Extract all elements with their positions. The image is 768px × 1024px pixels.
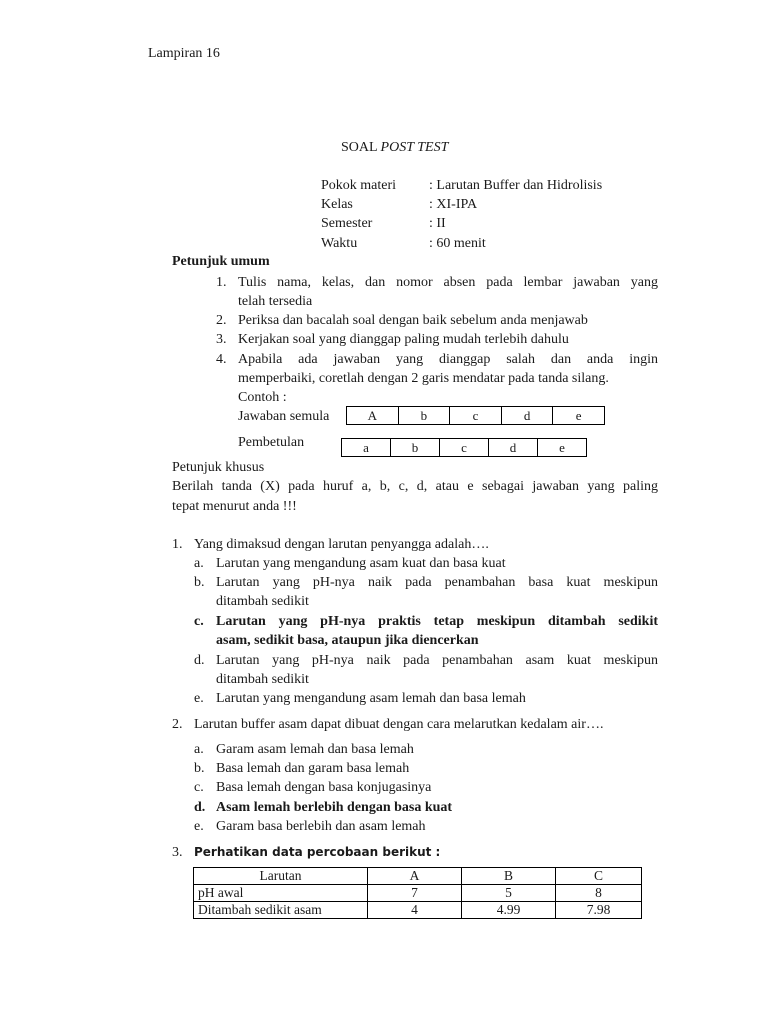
table-header-row [194,868,642,885]
q2-option-letter-a: a. [194,742,204,757]
q1-option-letter-e: e. [194,691,204,706]
q1-text: Yang dimaksud dengan larutan penyangga adalah…. [194,537,489,552]
data-table [193,867,642,919]
umum-item-2-line1: Periksa dan bacalah soal dengan baik sebelum anda menjawab [238,313,588,328]
q2-option-letter-b: b. [194,761,205,776]
jawaban-semula-label: Jawaban semula [238,409,330,424]
info-label-0: Pokok materi [321,178,397,193]
info-label-2: Semester [321,216,373,231]
jawaban-semula-boxes [346,406,605,425]
q2-option-b: Basa lemah dan garam basa lemah [216,761,410,776]
lampiran-label: Lampiran 16 [148,46,220,61]
q2-option-d: Asam lemah berlebih dengan basa kuat [216,800,453,815]
info-value-3: : 60 menit [429,236,486,251]
petunjuk-khusus-heading: Petunjuk khusus [172,460,265,475]
table-cell: Ditambah sedikit asam [194,902,368,919]
table-row [194,885,642,902]
table-cell: 7.98 [556,902,642,919]
table-cell: 8 [556,885,642,902]
umum-item-4-line2: memperbaiki, coretlah dengan 2 garis mendatar pada tanda silang. [238,371,609,386]
petunjuk-umum-heading: Petunjuk umum [172,254,270,269]
table-header: B [462,868,556,885]
table-cell: 7 [368,885,462,902]
page-title [341,138,448,157]
q1-number: 1. [172,537,183,552]
umum-item-1-line1: Tulis nama, kelas, dan nomor absen pada lembar jawaban yang [238,275,658,290]
q2-option-e: Garam basa berlebih dan asam lemah [216,819,426,834]
umum-item-num-4: 4. [216,352,227,367]
pembetulan-option: a [342,439,391,456]
info-value-2: : II [429,216,446,231]
q1-option-b-line2: ditambah sedikit [216,594,309,609]
q1-option-letter-a: a. [194,556,204,571]
title-prefix: SOAL [341,140,378,155]
q2-option-letter-c: c. [194,780,204,795]
info-label-1: Kelas [321,197,353,212]
umum-item-4-line1: Apabila ada jawaban yang dianggap salah dan anda ingin [238,352,658,367]
pembetulan-option: c [440,439,489,456]
contoh-label: Contoh : [238,390,287,405]
umum-item-num-2: 2. [216,313,227,328]
pembetulan-option: e [559,440,565,455]
q2-option-letter-e: e. [194,819,204,834]
q2-option-c: Basa lemah dengan basa konjugasinya [216,780,432,795]
q2-option-letter-d: d. [194,800,206,815]
q2-option-a: Garam asam lemah dan basa lemah [216,742,414,757]
umum-item-3-line1: Kerjakan soal yang dianggap paling mudah terlebih dahulu [238,332,569,347]
table-row [194,902,642,919]
table-cell: 4 [368,902,462,919]
q3-text: Perhatikan data percobaan berikut : [194,845,441,859]
table-cell: 5 [462,885,556,902]
info-value-1: : XI-IPA [429,197,478,212]
petunjuk-khusus-line1: Berilah tanda (X) pada huruf a, b, c, d, atau e sebagai jawaban yang paling [172,479,658,494]
jawaban-semula-option: c [450,407,502,424]
umum-item-num-3: 3. [216,332,227,347]
info-label-3: Waktu [321,236,358,251]
pembetulan-option: d [489,439,538,456]
info-value-0: : Larutan Buffer dan Hidrolisis [429,178,603,193]
q1-option-b-line1: Larutan yang pH-nya naik pada penambahan basa kuat meskipun [216,575,658,590]
table-header: C [556,868,642,885]
jawaban-semula-option: e [575,408,582,423]
jawaban-semula-option: A [347,407,399,424]
q1-option-letter-b: b. [194,575,205,590]
table-cell: pH awal [194,885,368,902]
petunjuk-khusus-line2: tepat menurut anda !!! [172,499,297,514]
table-cell: 4.99 [462,902,556,919]
jawaban-semula-option: d [502,407,554,424]
umum-item-num-1: 1. [216,275,227,290]
q3-number: 3. [172,845,183,860]
q1-option-c-line1: Larutan yang pH-nya praktis tetap meskipun ditambah sedikit [216,614,658,629]
pembetulan-boxes [341,438,587,457]
q1-option-letter-d: d. [194,653,205,668]
jawaban-semula-option: b [399,407,451,424]
q1-option-d-line2: ditambah sedikit [216,672,309,687]
title-italic: POST TEST [380,140,449,155]
table-header: Larutan [194,868,368,885]
q2-text: Larutan buffer asam dapat dibuat dengan cara melarutkan kedalam air…. [194,717,604,732]
q1-option-e: Larutan yang mengandung asam lemah dan basa lemah [216,691,526,706]
pembetulan-option: b [391,439,440,456]
q1-option-a: Larutan yang mengandung asam kuat dan basa kuat [216,556,506,571]
q1-option-d-line1: Larutan yang pH-nya naik pada penambahan asam kuat meskipun [216,653,658,668]
umum-item-1-line2: telah tersedia [238,294,313,309]
q2-number: 2. [172,717,183,732]
table-header: A [368,868,462,885]
q1-option-letter-c: c. [194,614,204,629]
q1-option-c-line2: asam, sedikit basa, ataupun jika diencerkan [216,633,479,648]
pembetulan-label: Pembetulan [238,435,305,450]
